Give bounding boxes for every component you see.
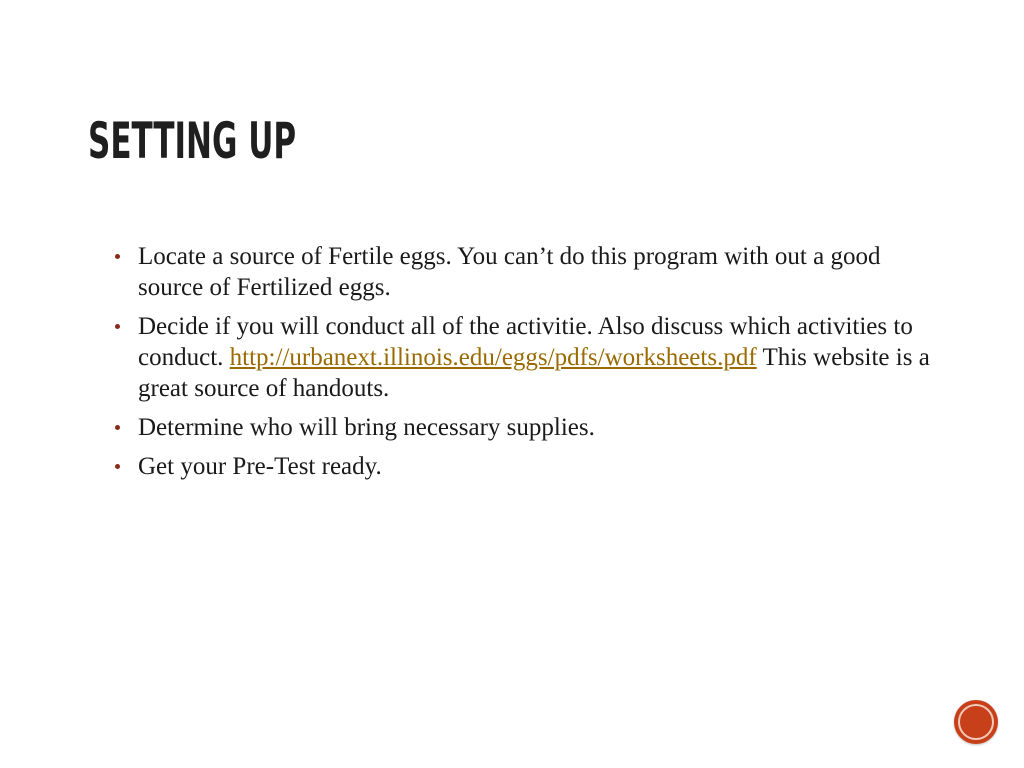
bullet-dot-icon — [115, 425, 120, 430]
bullet-dot-icon — [115, 254, 120, 259]
bullet-list — [112, 241, 942, 490]
slide-title: SETTING UP — [88, 112, 297, 170]
bullet-text: This website is a great source of handouts. — [138, 344, 930, 402]
bullet-text: Locate a source of Fertile eggs. You can’t do this program with out a good source of Fertilized eggs. — [138, 243, 881, 301]
bullet-dot-icon — [115, 464, 120, 469]
bullet-text: Determine who will bring necessary supplies. — [138, 414, 595, 441]
bullet-item — [112, 311, 942, 404]
bullet-text: Decide if you will conduct all of the activitie. Also discuss which activities to conduct. — [138, 313, 913, 371]
bullet-dot-icon — [115, 324, 120, 329]
bullet-item — [112, 241, 942, 303]
worksheets-link[interactable]: http://urbanext.illinois.edu/eggs/pdfs/worksheets.pdf — [229, 344, 757, 371]
bullet-text: Get your Pre-Test ready. — [138, 453, 382, 480]
bullet-item — [112, 412, 942, 443]
circle-button-icon[interactable] — [954, 700, 998, 744]
bullet-item — [112, 451, 942, 482]
